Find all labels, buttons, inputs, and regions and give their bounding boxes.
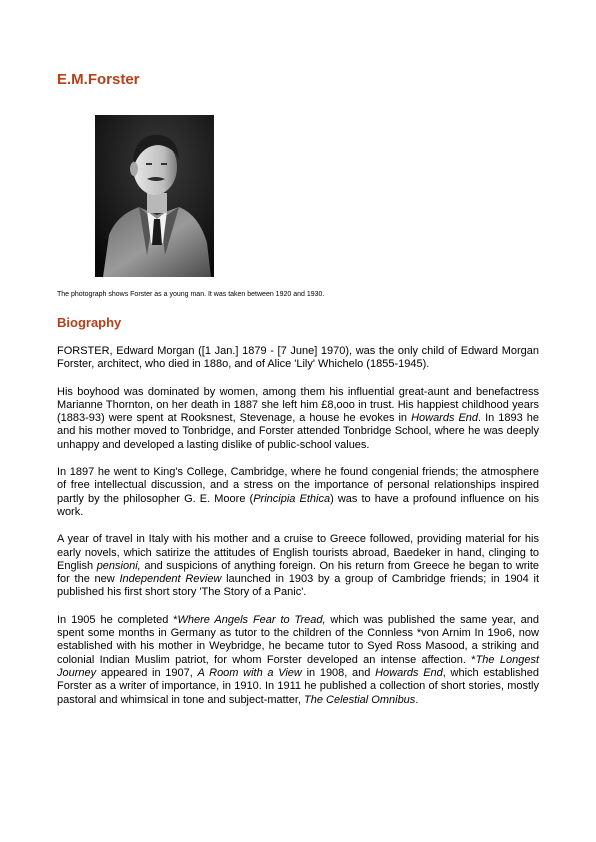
- portrait-photo: [95, 115, 214, 277]
- paragraph-text: launched in 1903 by a group of Cambridge friends; in 1904 it published his first short story 'The Story of a Panic'.: [57, 573, 540, 599]
- paragraph: [57, 614, 539, 707]
- paragraph-text: In 1897 he went to King's College, Cambridge, where he found congenial friends; the atmosphere of free intellectual discussion, and a stress on the importance of personal relationships inspired partly by the philosopher G. E. Moore (: [57, 466, 539, 505]
- paragraph-text: appeared in 1907,: [96, 666, 198, 679]
- paragraph-text: . In 1893 he and his mother moved to Tonbridge, and Forster attended Tonbridge School, where he was deeply unhappy and developed a lasting dislike of public-school values.: [57, 412, 539, 451]
- paragraph-text: A year of travel in Italy with his mother and a cruise to Greece followed, providing material for his early novels, which satirize the attitudes of English tourists abroad, Baedeker in hand, clinging to English: [57, 533, 539, 572]
- publication-title: Independent Review: [119, 573, 222, 586]
- book-title: Principia Ethica: [253, 492, 331, 505]
- book-title: A Room with a View: [197, 666, 302, 679]
- paragraph: [57, 386, 539, 452]
- paragraph-text: in 1908, and: [301, 666, 376, 679]
- book-title: Howards End: [375, 666, 443, 679]
- book-title: Howards End: [411, 412, 479, 425]
- paragraph-text: which was published the same year, and spent some months in Germany as tutor to the children of the Connless *von Arnim In 19o6, now established with his mother in Weybridge, he became tutor to Syed Ross Masood, a striking and colonial Indian Muslim patriot, for whom Forster developed an intense affection. *: [57, 613, 540, 666]
- paragraph-text: FORSTER, Edward Morgan ([1 Jan.] 1879 - [7 June] 1970), was the only child of Edward Morgan Forster, architect, who died in 188o, and of Alice 'Lily' Whichelo (1855-1945).: [57, 345, 539, 371]
- biography-body: [57, 345, 539, 721]
- page-title: E.M.Forster: [57, 71, 140, 88]
- paragraph-text: In 1905 he completed *: [57, 613, 178, 626]
- book-title: The Celestial Omnibus: [304, 693, 416, 706]
- paragraph-text: His boyhood was dominated by women, among them his influential great-aunt and benefactress Marianne Thornton, on her death in 1887 she left him £8,ooo in trust. His happiest childhood years (1883-93) were spent at Rooksnest, Stevenage, a house he evokes in: [57, 385, 539, 425]
- paragraph-text: and suspicions of anything foreign. On his return from Greece he began to write for the new: [57, 559, 540, 586]
- paragraph-text: , which established Forster as a writer of importance, in 1910. In 1911 he published a collection of short stories, mostly pastoral and whimsical in tone and subject-matter,: [57, 666, 539, 706]
- paragraph: [57, 533, 539, 599]
- paragraph: [57, 466, 539, 519]
- section-heading-biography: Biography: [57, 315, 122, 330]
- paragraph-text: ) was to have a profound influence on his work.: [57, 492, 539, 518]
- paragraph: [57, 345, 539, 372]
- book-title: Where Angels Fear to Tread,: [177, 613, 326, 626]
- book-title: The Longest Journey: [57, 653, 540, 679]
- photo-caption: The photograph shows Forster as a young man. It was taken between 1920 and 1930.: [57, 291, 325, 298]
- paragraph-text: .: [415, 693, 419, 706]
- italic-term: pensioni,: [96, 559, 141, 572]
